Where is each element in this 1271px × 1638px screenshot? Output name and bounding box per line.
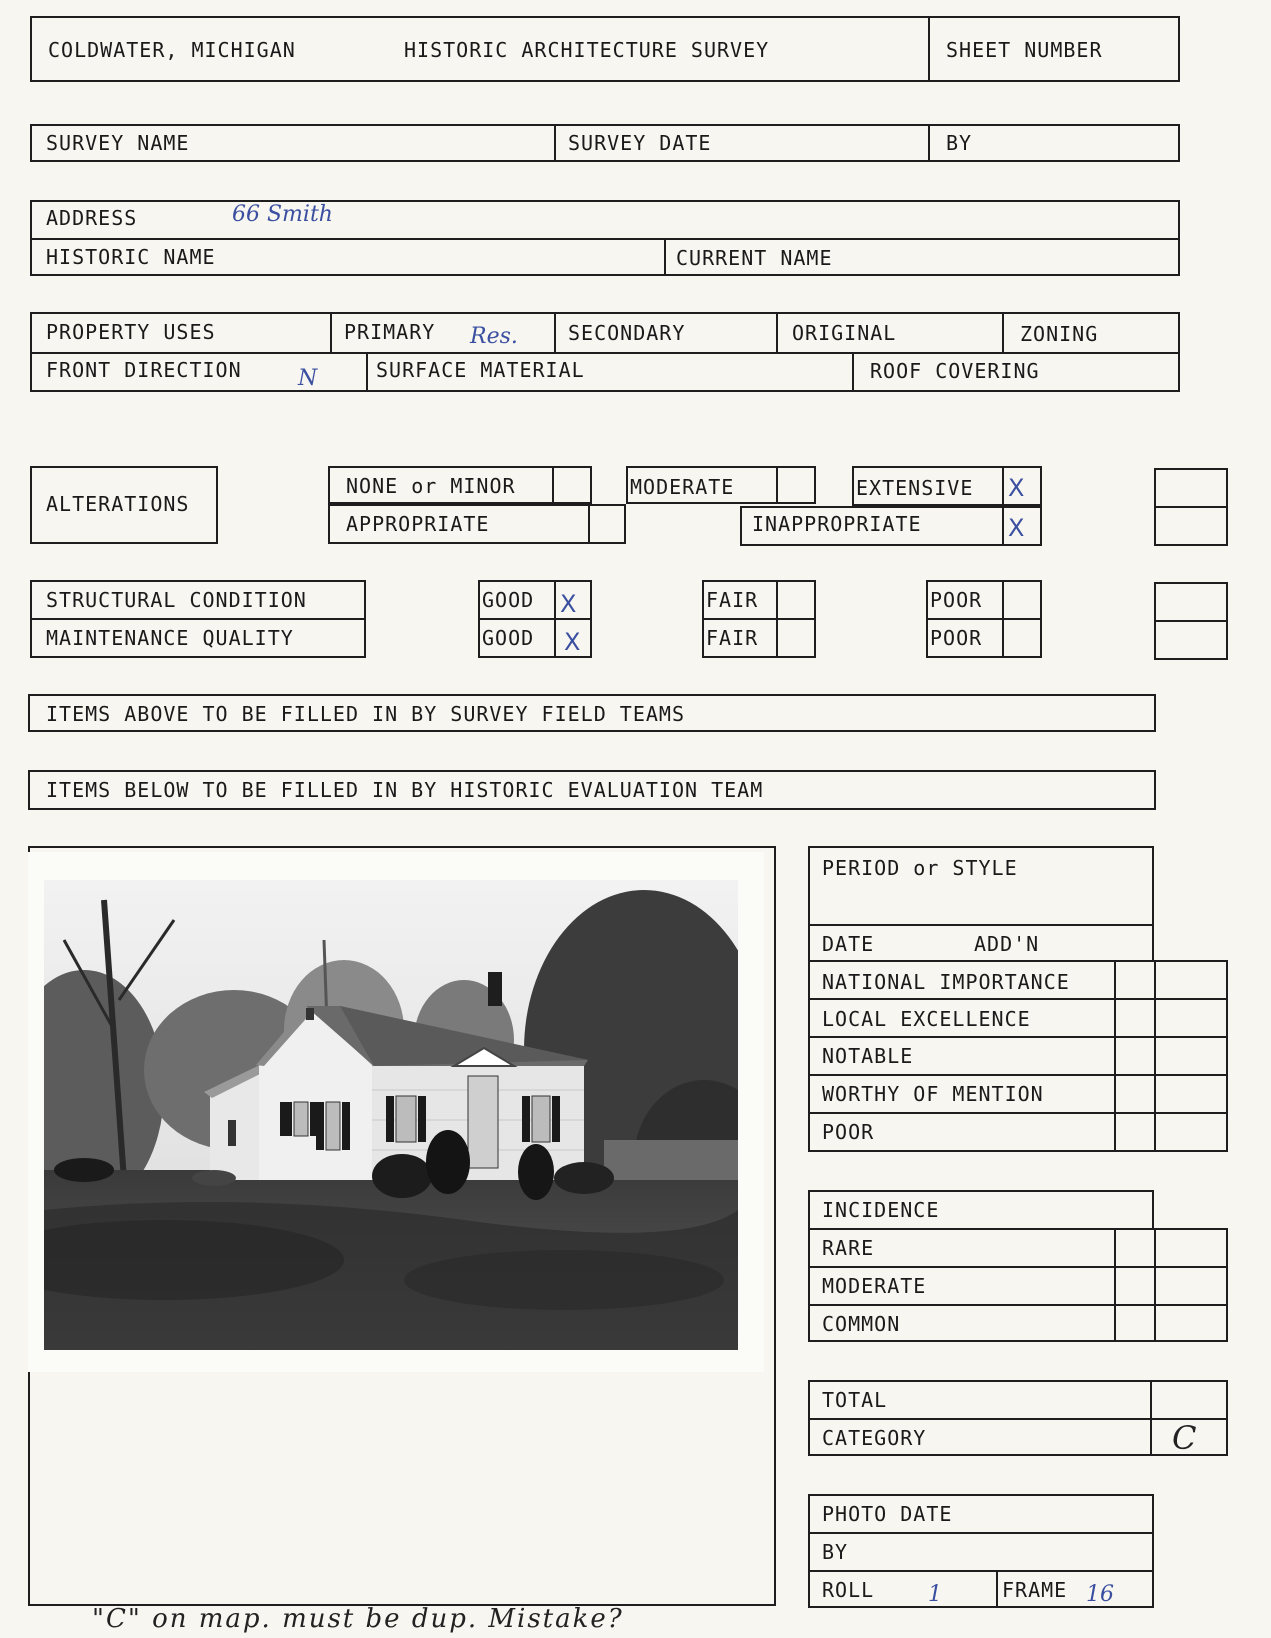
extensive-checkmark: X — [1008, 474, 1025, 502]
photo-info-row-1 — [808, 1532, 1154, 1534]
eval-poor-label: POOR — [822, 1120, 875, 1144]
roll-value: 1 — [928, 1582, 942, 1607]
incidence-row-1 — [808, 1266, 1228, 1268]
inappropriate-check-div — [1002, 506, 1004, 546]
maintenance-quality-label: MAINTENANCE QUALITY — [46, 626, 294, 650]
name-divider — [664, 238, 666, 276]
historic-name-label: HISTORIC NAME — [46, 245, 216, 269]
importance-col-2 — [1154, 960, 1156, 1152]
poor-check-div — [1002, 580, 1004, 658]
national-importance-label: NATIONAL IMPORTANCE — [822, 970, 1070, 994]
total-label: TOTAL — [822, 1388, 888, 1412]
structural-fair-label: FAIR — [706, 588, 759, 612]
incidence-col-2 — [1154, 1228, 1156, 1342]
total-divider — [808, 1418, 1228, 1420]
structural-good-label: GOOD — [482, 588, 535, 612]
property-div-2 — [554, 312, 556, 352]
incidence-row-2 — [808, 1304, 1228, 1306]
survey-divider-2 — [928, 124, 930, 162]
none-minor-label: NONE or MINOR — [346, 474, 516, 498]
inappropriate-label: INAPPROPRIATE — [752, 512, 922, 536]
address-label: ADDRESS — [46, 206, 138, 230]
structural-poor-label: POOR — [930, 588, 983, 612]
property-div-5 — [366, 352, 368, 392]
secondary-label: SECONDARY — [568, 321, 686, 345]
property-div-3 — [776, 312, 778, 352]
extensive-label: EXTENSIVE — [856, 476, 974, 500]
original-label: ORIGINAL — [792, 321, 897, 345]
surface-material-label: SURFACE MATERIAL — [376, 358, 585, 382]
importance-row-2 — [808, 1036, 1228, 1038]
common-label: COMMON — [822, 1312, 901, 1336]
worthy-label: WORTHY OF MENTION — [822, 1082, 1044, 1106]
front-direction-label: FRONT DIRECTION — [46, 358, 242, 382]
current-name-label: CURRENT NAME — [676, 246, 833, 270]
primary-value: Res. — [470, 324, 518, 349]
fair-check-div — [776, 580, 778, 658]
property-div-4 — [1002, 312, 1004, 352]
poor-divider — [926, 618, 1042, 620]
structural-condition-label: STRUCTURAL CONDITION — [46, 588, 307, 612]
incidence-col-1 — [1114, 1228, 1116, 1342]
property-divider — [30, 352, 1180, 354]
incidence-moderate-label: MODERATE — [822, 1274, 927, 1298]
fair-divider — [702, 618, 816, 620]
category-value: C — [1172, 1419, 1197, 1457]
importance-col-1 — [1114, 960, 1116, 1152]
category-label: CATEGORY — [822, 1426, 927, 1450]
date-label: DATE — [822, 932, 875, 956]
period-style-divider — [808, 924, 1154, 926]
photo-by-label: BY — [822, 1540, 849, 1564]
extensive-check-div — [1002, 466, 1004, 506]
evaluation-team-note: ITEMS BELOW TO BE FILLED IN BY HISTORIC EVALUATION TEAM — [46, 778, 764, 802]
importance-row-4 — [808, 1112, 1228, 1114]
survey-by-label: BY — [946, 131, 973, 155]
property-uses-label: PROPERTY USES — [46, 320, 216, 344]
importance-row-3 — [808, 1074, 1228, 1076]
zoning-label: ZONING — [1020, 322, 1099, 346]
property-div-1 — [330, 312, 332, 352]
moderate-check-div — [776, 466, 778, 504]
property-div-6 — [852, 352, 854, 392]
condition-score-divider — [1154, 620, 1228, 622]
good-divider — [478, 618, 592, 620]
addn-label: ADD'N — [974, 932, 1040, 956]
rare-label: RARE — [822, 1236, 875, 1260]
roll-label: ROLL — [822, 1578, 875, 1602]
survey-name-label: SURVEY NAME — [46, 131, 190, 155]
handwritten-footer-note: "C" on map. must be dup. Mistake? — [92, 1604, 624, 1634]
house-photo — [44, 880, 738, 1350]
incidence-label: INCIDENCE — [822, 1198, 940, 1222]
address-divider — [30, 238, 1180, 240]
none-minor-check-div — [552, 466, 554, 504]
survey-date-label: SURVEY DATE — [568, 131, 712, 155]
local-excellence-label: LOCAL EXCELLENCE — [822, 1007, 1031, 1031]
photo-date-label: PHOTO DATE — [822, 1502, 953, 1526]
total-col — [1150, 1380, 1152, 1456]
frame-value: 16 — [1086, 1582, 1114, 1607]
appropriate-check-div — [588, 504, 590, 544]
survey-divider-1 — [554, 124, 556, 162]
inappropriate-checkmark: X — [1008, 514, 1025, 542]
maintenance-good-label: GOOD — [482, 626, 535, 650]
page-title: HISTORIC ARCHITECTURE SURVEY — [404, 38, 770, 62]
importance-row-1 — [808, 998, 1228, 1000]
header-city: COLDWATER, MICHIGAN — [48, 38, 296, 62]
maintenance-poor-label: POOR — [930, 626, 983, 650]
front-direction-value: N — [298, 366, 318, 391]
frame-label: FRAME — [1002, 1578, 1068, 1602]
notable-label: NOTABLE — [822, 1044, 914, 1068]
roof-covering-label: ROOF COVERING — [870, 359, 1040, 383]
primary-label: PRIMARY — [344, 320, 436, 344]
photo-info-row-2 — [808, 1570, 1154, 1572]
header-divider — [928, 16, 930, 82]
good-check-div — [554, 580, 556, 658]
alterations-label: ALTERATIONS — [46, 492, 190, 516]
alterations-score-divider — [1154, 506, 1228, 508]
condition-label-divider — [30, 618, 366, 620]
appropriate-label: APPROPRIATE — [346, 512, 490, 536]
roll-frame-divider — [996, 1570, 998, 1608]
field-teams-note: ITEMS ABOVE TO BE FILLED IN BY SURVEY FIELD TEAMS — [46, 702, 686, 726]
maintenance-good-checkmark: X — [564, 628, 581, 656]
moderate-label: MODERATE — [630, 475, 735, 499]
sheet-number-label: SHEET NUMBER — [946, 38, 1103, 62]
period-style-label: PERIOD or STYLE — [822, 856, 1018, 880]
structural-good-checkmark: X — [560, 590, 577, 618]
address-value: 66 Smith — [232, 202, 333, 227]
maintenance-fair-label: FAIR — [706, 626, 759, 650]
